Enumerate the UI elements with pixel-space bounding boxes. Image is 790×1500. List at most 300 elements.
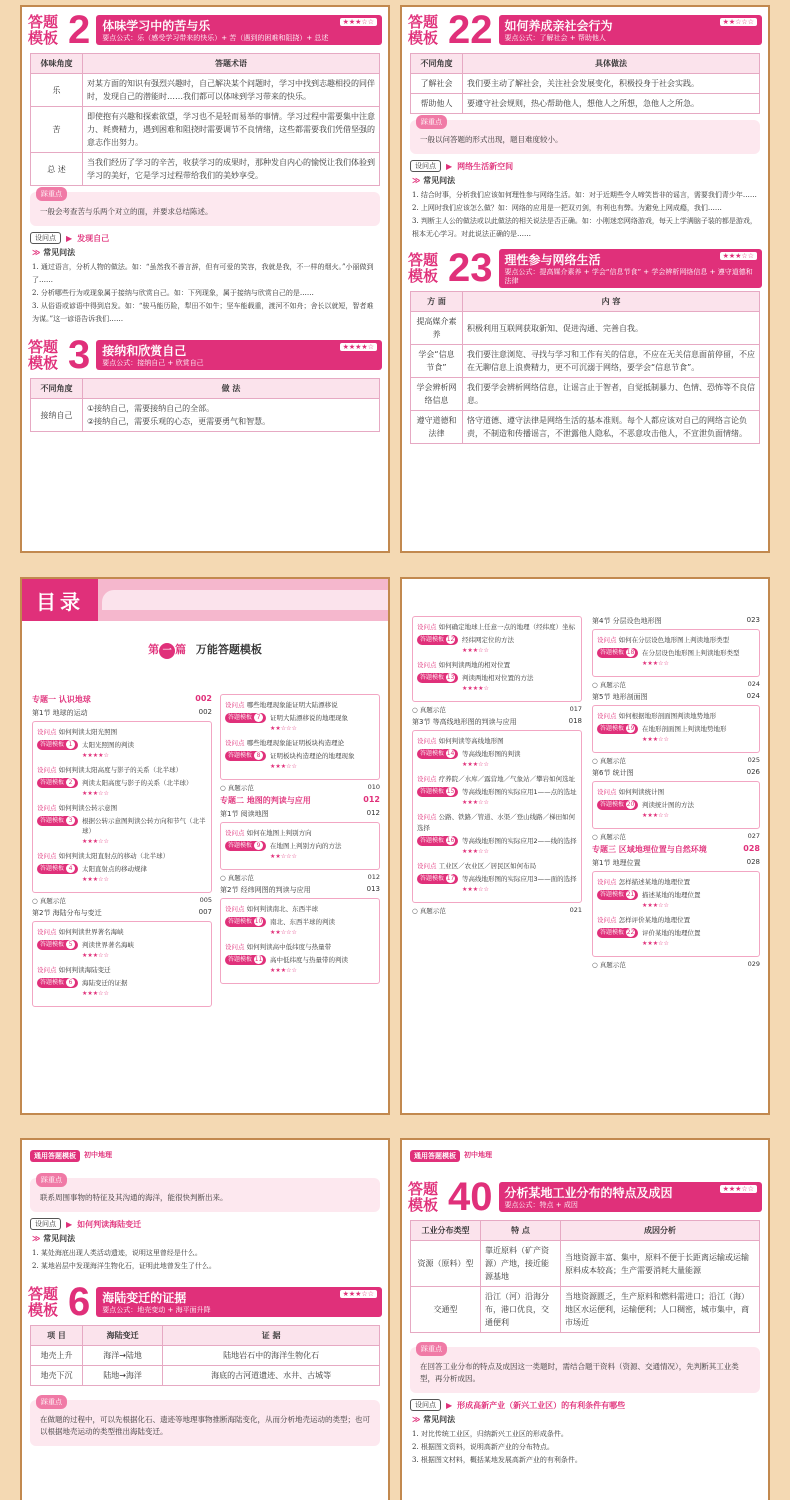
toc-question-text: 公路、铁路／管道、水渠／登山线路／梯田如何选择 <box>417 813 576 832</box>
template-title-bar <box>499 1182 763 1212</box>
toc-template-text <box>82 740 134 761</box>
difficulty-stars: ★★★★☆ <box>462 685 489 692</box>
difficulty-stars: ★★★☆☆ <box>642 660 669 667</box>
template-number: 23 <box>448 246 493 290</box>
difficulty-stars: ★★★☆☆ <box>82 790 109 797</box>
toc-template-badge: 答题模板 20 <box>597 800 638 810</box>
toc-exam-label: 真题示范 <box>419 907 446 915</box>
toc-section[interactable] <box>220 809 380 819</box>
table-header: 体味角度 <box>31 54 83 74</box>
toc-question: 设问点 如何判读南北、东西半球 <box>225 905 319 913</box>
toc-template-entry[interactable] <box>37 978 207 999</box>
toc-template-number: 12 <box>446 636 455 643</box>
table-cell: 遵守道德和法律 <box>411 411 463 444</box>
toc-template-entry[interactable] <box>417 787 577 808</box>
toc-template-box <box>592 871 760 957</box>
toc-template-title: 太阳直射点的移动规律 <box>82 865 148 873</box>
template-40-table-wrap <box>410 1220 760 1333</box>
toc-template-text <box>462 749 521 770</box>
template-number: 2 <box>68 8 91 52</box>
toc-template-entry[interactable] <box>417 749 577 770</box>
toc-title: 目录 <box>22 579 98 621</box>
toc-template-box <box>220 898 380 984</box>
toc-template-entry[interactable] <box>37 864 207 885</box>
toc-exam-example[interactable] <box>592 680 760 689</box>
toc-question: 设问点 如何判读两地的相对位置 <box>417 661 511 669</box>
key-point-box <box>410 1347 760 1393</box>
toc-template-title: 南北、东西半球的判读 <box>270 918 336 926</box>
table-cell: 交通型 <box>411 1287 481 1333</box>
page-toc-1 <box>20 577 390 1115</box>
template-label: 答题模板 <box>28 338 59 372</box>
template-23-header <box>402 245 768 291</box>
running-header <box>30 1150 112 1162</box>
toc-template-badge: 答题模板 17 <box>417 874 458 884</box>
key-point-box <box>30 1178 380 1212</box>
toc-exam-title: ○ 真题示范 <box>592 757 626 765</box>
toc-page-number: 024 <box>746 692 760 700</box>
part-prefix: 第 <box>148 643 160 656</box>
toc-page-number: 018 <box>568 717 582 725</box>
toc-section[interactable] <box>592 692 760 702</box>
toc-column-right <box>220 691 380 987</box>
header-series: 通用答题模板 <box>30 1150 80 1162</box>
toc-page-number: 026 <box>746 768 760 776</box>
toc-template-box <box>412 616 582 702</box>
toc-section-title: 第1节 地理位置 <box>592 859 641 867</box>
toc-template-entry[interactable] <box>37 940 207 961</box>
toc-template-number: 16 <box>446 837 455 844</box>
arrow-icon: ▶ <box>446 161 453 171</box>
toc-template-title: 海陆变迁的证据 <box>82 979 128 987</box>
template-22-table <box>410 53 760 114</box>
toc-template-entry[interactable] <box>597 800 755 821</box>
table-cell <box>83 399 380 432</box>
toc-topic[interactable] <box>32 694 212 705</box>
table-cell-line: ①接纳自己，需要接纳自己的全部。 <box>87 404 215 413</box>
toc-exam-label: 真题示范 <box>227 874 254 882</box>
toc-template-title: 等高线地形图的判读 <box>462 750 521 758</box>
toc-template-text <box>462 836 577 857</box>
toc-page-number: 007 <box>198 908 212 916</box>
toc-template-text <box>82 816 207 847</box>
paragraph: 3. 从俗语或谚语中得到启发。如：“骏马能历险，犁田不如牛；坚车能载重，渡河不如舟；舍长以就短，智者难为谋。”这一谚语告诉我们…… <box>32 302 374 323</box>
toc-template-number: 22 <box>626 929 635 936</box>
template-title: 理性参与网络生活 <box>504 252 601 267</box>
toc-question-text: 如何根据地形剖面图判读地势地形 <box>618 712 717 720</box>
key-point-tag: 踩重点 <box>416 1342 447 1356</box>
template-formula: 要点公式：特点 + 成因 <box>504 1201 578 1209</box>
toc-template-text <box>462 673 534 694</box>
toc-template-entry[interactable] <box>417 836 577 857</box>
toc-template-title: 判读两地相对位置的方法 <box>462 674 534 682</box>
question-point-title: 发现自己 <box>77 233 110 243</box>
toc-template-title: 判读太阳高度与影子的关系（北半球） <box>82 779 193 787</box>
double-chevron-icon: ≫ <box>32 248 44 257</box>
part-number: 一 <box>159 643 175 659</box>
template-6-table <box>30 1325 380 1386</box>
difficulty-stars: ★★★☆☆ <box>720 252 757 260</box>
toc-page-number: 023 <box>746 616 760 624</box>
question-point-tag: 设问点 <box>410 160 441 172</box>
toc-template-entry[interactable] <box>225 917 375 938</box>
toc-question: 设问点 如何判读世界著名海峡 <box>37 928 124 936</box>
template-2-table-wrap <box>30 53 380 186</box>
toc-topic-title: 专题一 认识地球 <box>32 695 91 704</box>
toc-exam-label: 真题示范 <box>227 784 254 792</box>
toc-topic[interactable] <box>220 795 380 806</box>
toc-question: 设问点 如何判读公转示意图 <box>37 804 118 812</box>
toc-section[interactable] <box>220 885 380 895</box>
table-cell: 总 述 <box>31 153 83 186</box>
question-point <box>410 160 760 172</box>
page-template-22-23 <box>400 5 770 553</box>
toc-template-entry[interactable] <box>597 648 755 669</box>
difficulty-stars: ★★☆☆☆ <box>270 853 297 860</box>
toc-column-left <box>412 613 582 917</box>
toc-section[interactable] <box>32 908 212 918</box>
toc-page-number: 005 <box>199 896 212 904</box>
toc-template-badge: 答题模板 16 <box>417 836 458 846</box>
toc-question: 设问点 如何判读高中低纬度与热量带 <box>225 943 332 951</box>
toc-question: 设问点 怎样描述某地的地理位置 <box>597 878 691 886</box>
toc-section[interactable] <box>592 616 760 626</box>
header-series: 通用答题模板 <box>410 1150 460 1162</box>
template-title: 接纳和欣赏自己 <box>102 344 187 358</box>
toc-template-number: 6 <box>66 978 75 987</box>
toc-template-text <box>270 917 335 938</box>
toc-exam-label: 真题示范 <box>419 706 446 714</box>
toc-template-badge: 答题模板 22 <box>597 928 638 938</box>
template-formula: 要点公式：了解社会 + 帮助他人 <box>504 34 606 42</box>
toc-template-entry[interactable] <box>225 713 375 734</box>
toc-template-entry[interactable] <box>597 928 755 949</box>
header-subject: 初中地理 <box>84 1151 112 1159</box>
template-label: 答题模板 <box>28 1285 59 1319</box>
table-header: 成因分析 <box>561 1221 760 1241</box>
toc-section-title: 第4节 分层设色地形图 <box>592 617 662 625</box>
toc-question-text: 如何判读高中低纬度与热量带 <box>246 943 332 951</box>
template-title: 分析某地工业分布的特点及成因 <box>504 1186 673 1200</box>
table-cell: 学会辨析网络信息 <box>411 378 463 411</box>
page-template-6 <box>20 1138 390 1500</box>
toc-template-title: 根据公转示意图判读公转方向和节气（北半球） <box>82 817 206 835</box>
toc-exam-title: ○ 真题示范 <box>412 706 446 714</box>
table-header: 工业分布类型 <box>411 1221 481 1241</box>
toc-template-number: 1 <box>66 740 75 749</box>
toc-template-box <box>412 730 582 903</box>
toc-template-badge: 答题模板 15 <box>417 787 458 797</box>
table-header: 项 目 <box>31 1326 83 1346</box>
table-cell: 当地资源匮乏，生产原料和燃料需进口；沿江（海）地区水运便利，运输便利；人口稠密，城市集中，商市场近 <box>561 1287 760 1333</box>
toc-template-number: 5 <box>66 940 75 949</box>
toc-exam-example[interactable] <box>220 783 380 792</box>
toc-template-text <box>270 841 342 862</box>
toc-question-text: 如何判读公转示意图 <box>58 804 118 812</box>
table-cell: 海底的古河道遗迹、水井、古城等 <box>163 1366 380 1386</box>
toc-template-badge: 答题模板 11 <box>225 955 266 965</box>
key-point-tag: 踩重点 <box>416 115 447 129</box>
page-template-40 <box>400 1138 770 1500</box>
toc-template-entry[interactable] <box>225 955 375 976</box>
double-chevron-icon: ≫ <box>32 1234 44 1243</box>
key-point-tag: 踩重点 <box>36 187 67 201</box>
toc-question-text: 如何判读两地的相对位置 <box>438 661 511 669</box>
toc-exam-title: ○ 真题示范 <box>592 961 626 969</box>
toc-template-entry[interactable] <box>417 635 577 656</box>
toc-template-badge: 答题模板 6 <box>37 978 78 988</box>
template-22-header <box>402 7 768 53</box>
toc-template-number: 3 <box>66 816 75 825</box>
toc-exam-example[interactable] <box>412 906 582 915</box>
toc-section[interactable] <box>32 708 212 718</box>
template-title-bar <box>96 340 382 370</box>
toc-topic-title: 专题二 地图的判读与应用 <box>220 796 311 805</box>
paragraph: 2. 某地岩层中发现海洋生物化石，证明此地曾发生了什么。 <box>32 1262 216 1270</box>
header-subject: 初中地理 <box>464 1151 492 1159</box>
toc-template-title: 证明板块构造理论的地理现象 <box>270 752 355 760</box>
template-formula: 要点公式：提高媒介素养 + 学会“信息节食” + 学会辨析网络信息 + 遵守道德和法律 <box>504 267 753 285</box>
common-questions-label: 常见问法 <box>423 1415 456 1424</box>
toc-template-title: 描述某地的地理位置 <box>642 891 701 899</box>
difficulty-stars: ★★★☆☆ <box>82 952 109 959</box>
toc-template-title: 在地图上判别方向的方法 <box>270 842 342 850</box>
toc-page-number: 012 <box>363 795 380 804</box>
part-suffix: 篇 <box>175 643 187 656</box>
toc-template-entry[interactable] <box>417 874 577 895</box>
question-point <box>410 1399 760 1411</box>
difficulty-stars: ★★★☆☆ <box>82 990 109 997</box>
toc-exam-title: ○ 真题示范 <box>32 897 66 905</box>
difficulty-stars: ★★★☆☆ <box>340 1290 377 1298</box>
toc-template-badge: 答题模板 18 <box>597 648 638 658</box>
toc-template-text <box>642 890 701 911</box>
table-cell: 积极利用互联网获取新知、促进沟通、完善自我。 <box>463 312 760 345</box>
toc-exam-example[interactable] <box>412 705 582 714</box>
toc-question-text: 如何判读海陆变迁 <box>58 966 111 974</box>
toc-template-number: 15 <box>446 788 455 795</box>
toc-template-badge: 答题模板 19 <box>597 724 638 734</box>
question-point-title: 网络生活新空间 <box>457 161 514 171</box>
toc-question: 设问点 如何判读太阳光照图 <box>37 728 118 736</box>
difficulty-stars: ★★★☆☆ <box>642 902 669 909</box>
toc-question: 设问点 疗养院／水库／露营地／气象站／攀岩如何选址 <box>417 775 576 783</box>
toc-exam-example[interactable] <box>592 960 760 969</box>
toc-template-badge: 答题模板 21 <box>597 890 638 900</box>
template-label: 答题模板 <box>408 13 439 47</box>
toc-template-entry[interactable] <box>597 724 755 745</box>
template-number: 40 <box>448 1175 493 1219</box>
difficulty-stars: ★★★☆☆ <box>462 799 489 806</box>
toc-template-entry[interactable] <box>225 751 375 772</box>
toc-template-number: 8 <box>254 751 263 760</box>
table-header: 海陆变迁 <box>83 1326 163 1346</box>
toc-section[interactable] <box>592 858 760 868</box>
toc-exam-label: 真题示范 <box>599 833 626 841</box>
toc-template-entry[interactable] <box>225 841 375 862</box>
toc-exam-label: 真题示范 <box>599 757 626 765</box>
table-cell: 地壳下沉 <box>31 1366 83 1386</box>
toc-template-text <box>642 724 727 745</box>
toc-template-entry[interactable] <box>417 673 577 694</box>
toc-question-text: 哪些地理现象能证明板块构造理论 <box>246 739 345 747</box>
table-header: 特 点 <box>481 1221 561 1241</box>
toc-exam-example[interactable] <box>592 832 760 841</box>
toc-exam-example[interactable] <box>32 896 212 905</box>
toc-template-title: 判读统计图的方法 <box>642 801 695 809</box>
toc-section-title: 第5节 地形剖面图 <box>592 693 648 701</box>
toc-template-badge: 答题模板 13 <box>417 673 458 683</box>
arrow-icon: ▶ <box>66 233 73 243</box>
toc-question-text: 如何在分层设色地形图上判读地形类型 <box>618 636 730 644</box>
difficulty-stars: ★★★☆☆ <box>462 761 489 768</box>
key-point-box <box>410 120 760 154</box>
template-40-header <box>402 1174 768 1220</box>
template-label: 答题模板 <box>28 13 59 47</box>
toc-column-left <box>32 691 212 1010</box>
table-header: 不同角度 <box>411 54 463 74</box>
toc-template-number: 10 <box>254 918 263 925</box>
toc-template-badge: 答题模板 2 <box>37 778 78 788</box>
toc-page-number: 024 <box>747 680 760 688</box>
toc-template-box <box>592 705 760 753</box>
toc-page-number: 002 <box>195 694 212 703</box>
table-cell: 靠近原料（矿产资源）产地，接近能源基地 <box>481 1241 561 1287</box>
toc-exam-label: 真题示范 <box>599 961 626 969</box>
difficulty-stars: ★★★☆☆ <box>642 940 669 947</box>
paragraph: 1. 某处海底出现人类活动遗迹，说明这里曾经是什么。 <box>32 1249 202 1257</box>
table-header: 内 容 <box>463 292 760 312</box>
toc-question: 设问点 如何根据地形剖面图判读地势地形 <box>597 712 717 720</box>
toc-page-number: 028 <box>743 844 760 853</box>
key-point-box <box>30 1400 380 1446</box>
toc-exam-example[interactable] <box>592 756 760 765</box>
toc-template-badge: 答题模板 7 <box>225 713 266 723</box>
key-point-text: 联系周围事物的特征及其沟通的海洋，能很快判断出来。 <box>40 1193 228 1202</box>
toc-template-number: 11 <box>254 956 263 963</box>
toc-template-entry[interactable] <box>37 778 207 799</box>
paragraph: 1. 对比传统工业区，归纳新兴工业区的形成条件。 <box>412 1430 568 1438</box>
toc-template-title: 等高线地形图的实际应用3——面的选择 <box>462 875 577 883</box>
template-title-bar <box>96 15 382 45</box>
paragraph: 2. 上网时我们应该怎么做？如：网络的应用是一把双刃剑，有利也有弊。为避免上网成瘾，我们…… <box>412 204 722 212</box>
template-title-bar <box>96 1287 382 1317</box>
toc-template-text <box>270 751 355 772</box>
toc-template-number: 13 <box>446 674 455 681</box>
question-point-tag: 设问点 <box>30 232 61 244</box>
toc-question: 设问点 如何在分层设色地形图上判读地形类型 <box>597 636 730 644</box>
toc-template-number: 19 <box>626 725 635 732</box>
toc-template-entry[interactable] <box>37 816 207 847</box>
difficulty-stars: ★★★☆☆ <box>82 876 109 883</box>
template-23-table <box>410 291 760 444</box>
toc-template-title: 判读世界著名海峡 <box>82 941 135 949</box>
toc-template-badge: 答题模板 9 <box>225 841 266 851</box>
toc-template-entry[interactable] <box>597 890 755 911</box>
common-questions-label: 常见问法 <box>423 176 456 185</box>
toc-template-entry[interactable] <box>37 740 207 761</box>
toc-section[interactable] <box>592 768 760 778</box>
toc-page-number: 029 <box>747 960 760 968</box>
table-header: 方 面 <box>411 292 463 312</box>
toc-template-badge: 答题模板 12 <box>417 635 458 645</box>
toc-page-number: 010 <box>367 783 380 791</box>
toc-question-text: 如何判读等高线地形图 <box>438 737 504 745</box>
toc-template-number: 14 <box>446 750 455 757</box>
toc-section-title: 第3节 等高线地形图的判读与应用 <box>412 718 517 726</box>
toc-topic-title: 专题三 区域地理位置与自然环境 <box>592 845 707 854</box>
difficulty-stars: ★★☆☆☆ <box>270 725 297 732</box>
difficulty-stars: ★★★☆☆ <box>642 812 669 819</box>
difficulty-stars: ★★★☆☆ <box>642 736 669 743</box>
toc-page-number: 012 <box>367 873 380 881</box>
common-questions-heading <box>412 175 758 186</box>
toc-template-title: 太阳光照图的判读 <box>82 741 135 749</box>
table-cell: 学会“信息节食” <box>411 345 463 378</box>
toc-template-number: 21 <box>626 891 635 898</box>
difficulty-stars: ★★★☆☆ <box>462 886 489 893</box>
difficulty-stars: ★★★☆☆ <box>270 763 297 770</box>
difficulty-stars: ★★★☆☆ <box>462 647 489 654</box>
toc-template-badge: 答题模板 3 <box>37 816 78 826</box>
key-point-tag: 踩重点 <box>36 1173 67 1187</box>
toc-template-text <box>270 955 348 976</box>
toc-template-text <box>462 874 577 895</box>
toc-template-text <box>82 978 128 999</box>
toc-page-number: 028 <box>746 858 760 866</box>
toc-template-title: 评价某地的地理位置 <box>642 929 701 937</box>
table-header: 做 法 <box>83 379 380 399</box>
toc-template-box <box>220 822 380 870</box>
question-point <box>30 1218 380 1230</box>
toc-template-number: 17 <box>446 875 455 882</box>
template-title: 海陆变迁的证据 <box>102 1291 187 1305</box>
toc-template-title: 经纬网定位的方法 <box>462 636 515 644</box>
toc-question-text: 如何判读太阳光照图 <box>58 728 118 736</box>
toc-template-title: 证明大陆漂移说的地理现象 <box>270 714 349 722</box>
toc-question: 设问点 公路、铁路／管道、水渠／登山线路／梯田如何选择 <box>417 813 576 832</box>
toc-topic[interactable] <box>592 844 760 855</box>
toc-template-text <box>82 778 193 799</box>
toc-template-title: 在地形剖面图上判读地势地形 <box>642 725 727 733</box>
common-questions-heading <box>32 1233 378 1244</box>
template-formula: 要点公式：接纳自己 + 欣赏自己 <box>102 359 204 367</box>
difficulty-stars: ★★★☆☆ <box>340 18 377 26</box>
toc-template-badge: 答题模板 5 <box>37 940 78 950</box>
table-cell: 要遵守社会规则，热心帮助他人，想他人之所想，急他人之所急。 <box>463 94 760 114</box>
table-cell: 即使抱有兴趣和探索欲望，学习也不是轻而易举的事情。学习过程中需要集中注意力、耗费精力，遇到困难和阻挠时需要调节不良情绪，这些都需要我们凭借坚强的意志作出努力。 <box>83 107 380 153</box>
template-number: 22 <box>448 8 493 52</box>
template-3-table-wrap <box>30 378 380 432</box>
common-questions-heading <box>32 247 378 258</box>
toc-exam-example[interactable] <box>220 873 380 882</box>
key-point-box <box>30 192 380 226</box>
table-cell: 接纳自己 <box>31 399 83 432</box>
table-cell: 对某方面的知识有强烈兴趣时，自己解决某个问题时，学习中找到志趣相投的同伴时，发现自己的潜能时……我们都可以体味到学习带来的快乐。 <box>83 74 380 107</box>
toc-section[interactable] <box>412 717 582 727</box>
arrow-icon: ▶ <box>66 1219 73 1229</box>
table-header: 具体做法 <box>463 54 760 74</box>
table-header: 答题术语 <box>83 54 380 74</box>
question-point-title: 形成高新产业（新兴工业区）的有利条件有哪些 <box>457 1400 626 1410</box>
toc-template-text <box>82 864 147 885</box>
toc-question-text: 如何判读太阳高度与影子的关系（北半球） <box>58 766 183 774</box>
template-number: 6 <box>68 1280 91 1324</box>
toc-exam-title: ○ 真题示范 <box>592 681 626 689</box>
toc-question-text: 怎样描述某地的地理位置 <box>618 878 691 886</box>
table-header: 证 据 <box>163 1326 380 1346</box>
template-2-table <box>30 53 380 186</box>
